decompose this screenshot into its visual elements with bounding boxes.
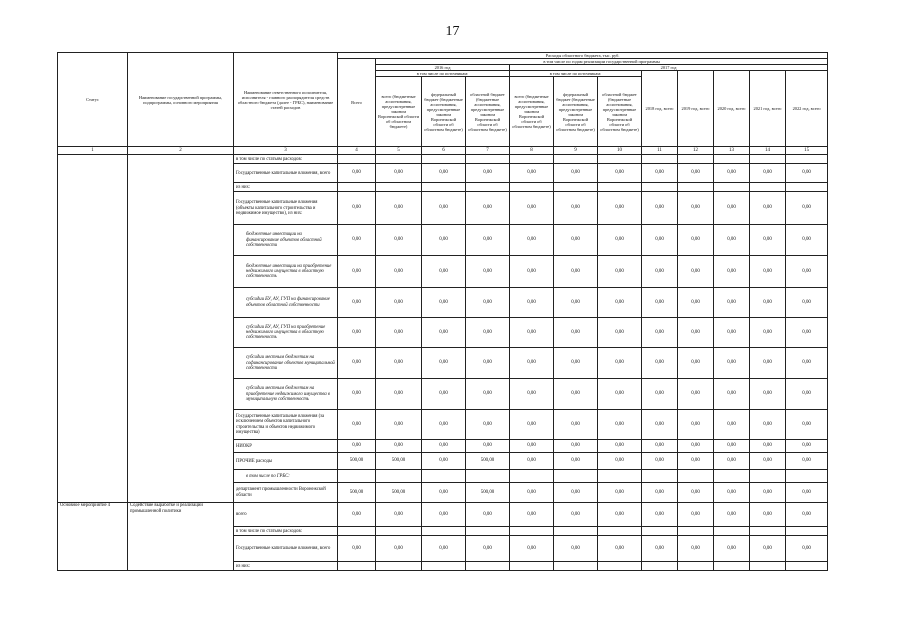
row-label: субсидии местным бюджетам на приобретение недвижимого имущества в муниципальную собственность — [234, 379, 338, 410]
value-cell: 0,00 — [750, 483, 786, 503]
value-cell — [642, 155, 678, 164]
value-cell: 0,00 — [466, 348, 510, 379]
value-cell: 0,00 — [678, 379, 714, 410]
value-cell: 0,00 — [750, 348, 786, 379]
value-cell: 0,00 — [786, 453, 828, 470]
value-cell: 0,00 — [376, 503, 422, 527]
name-cell-empty — [128, 155, 234, 503]
value-cell: 0,00 — [750, 453, 786, 470]
value-cell: 0,00 — [786, 440, 828, 453]
value-cell: 0,00 — [422, 318, 466, 348]
value-cell: 0,00 — [422, 536, 466, 562]
value-cell: 0,00 — [422, 225, 466, 256]
value-cell — [750, 183, 786, 192]
value-cell — [598, 470, 642, 483]
value-cell: 0,00 — [598, 164, 642, 183]
row-label: в том числе по статьям расходов: — [234, 155, 338, 164]
sub-header-15: 2022 год, всего — [786, 71, 828, 147]
col-name-header: Наименование государственной программы, подпрограммы, основного мероприятия — [128, 53, 234, 147]
value-cell: 0,00 — [750, 288, 786, 318]
sub-header-6: федеральный бюджет (бюджетные ассигнования, предусмотренные законом Воронежской области об областном бюджете) — [422, 77, 466, 147]
by-years-subtitle: в том числе по годам реализации государственной программы — [376, 59, 828, 65]
value-cell — [786, 470, 828, 483]
value-cell — [554, 527, 598, 536]
value-cell: 0,00 — [714, 379, 750, 410]
value-cell: 0,00 — [642, 318, 678, 348]
value-cell: 0,00 — [678, 256, 714, 288]
year-2016-header: 2016 год — [376, 65, 510, 71]
value-cell: 0,00 — [554, 225, 598, 256]
value-cell: 0,00 — [510, 410, 554, 440]
value-cell: 0,00 — [642, 164, 678, 183]
status-cell-empty — [58, 155, 128, 503]
value-cell: 0,00 — [678, 453, 714, 470]
value-cell: 0,00 — [642, 440, 678, 453]
value-cell: 0,00 — [338, 440, 376, 453]
value-cell: 0,00 — [714, 192, 750, 225]
value-cell: 0,00 — [714, 536, 750, 562]
value-cell: 0,00 — [678, 410, 714, 440]
value-cell: 0,00 — [466, 440, 510, 453]
value-cell: 0,00 — [510, 164, 554, 183]
value-cell: 0,00 — [642, 225, 678, 256]
value-cell — [714, 155, 750, 164]
row-label: в том числе по ГРБС: — [234, 470, 338, 483]
row-label: всего — [234, 503, 338, 527]
sub-header-14: 2021 год, всего — [750, 71, 786, 147]
row-label: Государственные капитальные вложения, всего — [234, 536, 338, 562]
column-number: 2 — [128, 147, 234, 155]
value-cell — [376, 562, 422, 571]
value-cell — [598, 527, 642, 536]
value-cell: 0,00 — [338, 410, 376, 440]
value-cell: 0,00 — [750, 256, 786, 288]
column-number: 4 — [338, 147, 376, 155]
value-cell: 0,00 — [714, 503, 750, 527]
value-cell: 0,00 — [642, 288, 678, 318]
row-label: Государственные капитальные вложения, всего — [234, 164, 338, 183]
value-cell — [376, 155, 422, 164]
column-number: 8 — [510, 147, 554, 155]
value-cell: 0,00 — [376, 348, 422, 379]
sub-header-7: областной бюджет (бюджетные ассигнования, предусмотренные законом Воронежской области об областном бюджете) — [466, 77, 510, 147]
row-label: Государственные капитальные вложения (за исключением объектов капитального строительства и объектов недвижимого имущества) — [234, 410, 338, 440]
column-number: 14 — [750, 147, 786, 155]
year-2017-header: 2017 год — [510, 65, 828, 71]
value-cell — [510, 562, 554, 571]
value-cell: 500,00 — [376, 453, 422, 470]
value-cell: 0,00 — [598, 453, 642, 470]
value-cell: 0,00 — [510, 318, 554, 348]
incl-2016-header: в том числе по источникам: — [376, 71, 510, 77]
value-cell: 0,00 — [598, 483, 642, 503]
value-cell — [554, 155, 598, 164]
value-cell: 0,00 — [678, 503, 714, 527]
value-cell: 0,00 — [338, 318, 376, 348]
row-label: из них: — [234, 562, 338, 571]
value-cell: 0,00 — [422, 348, 466, 379]
value-cell: 0,00 — [510, 288, 554, 318]
value-cell: 0,00 — [598, 410, 642, 440]
value-cell — [466, 183, 510, 192]
value-cell: 500,00 — [376, 483, 422, 503]
budget-table-container — [57, 52, 821, 571]
value-cell: 0,00 — [510, 348, 554, 379]
value-cell: 0,00 — [338, 164, 376, 183]
sub-header-11: 2018 год, всего — [642, 71, 678, 147]
value-cell: 0,00 — [598, 348, 642, 379]
value-cell: 0,00 — [642, 379, 678, 410]
value-cell: 0,00 — [678, 318, 714, 348]
value-cell: 0,00 — [714, 410, 750, 440]
value-cell — [510, 155, 554, 164]
program-name-cell: Содействие выработке и реализации промышленной политики — [128, 503, 234, 571]
value-cell — [598, 562, 642, 571]
value-cell: 0,00 — [554, 256, 598, 288]
value-cell — [786, 183, 828, 192]
value-cell — [554, 562, 598, 571]
value-cell: 0,00 — [598, 440, 642, 453]
value-cell: 0,00 — [786, 256, 828, 288]
value-cell — [678, 155, 714, 164]
value-cell — [750, 527, 786, 536]
value-cell: 0,00 — [678, 440, 714, 453]
value-cell: 0,00 — [598, 192, 642, 225]
row-label: Государственные капитальные вложения (объекты капитального строительства и недвижимое имущество), из них: — [234, 192, 338, 225]
value-cell: 0,00 — [466, 536, 510, 562]
value-cell: 0,00 — [338, 256, 376, 288]
value-cell: 0,00 — [422, 288, 466, 318]
value-cell: 0,00 — [466, 318, 510, 348]
value-cell: 0,00 — [750, 536, 786, 562]
value-cell: 0,00 — [338, 348, 376, 379]
value-cell: 0,00 — [338, 379, 376, 410]
value-cell: 0,00 — [598, 536, 642, 562]
value-cell — [642, 527, 678, 536]
value-cell — [338, 470, 376, 483]
value-cell: 0,00 — [422, 483, 466, 503]
sub-header-9: федеральный бюджет (бюджетные ассигнования, предусмотренные законом Воронежской области об областном бюджете) — [554, 77, 598, 147]
value-cell — [714, 470, 750, 483]
value-cell: 0,00 — [750, 192, 786, 225]
column-number: 13 — [714, 147, 750, 155]
value-cell: 0,00 — [714, 256, 750, 288]
column-number: 6 — [422, 147, 466, 155]
value-cell: 0,00 — [376, 192, 422, 225]
value-cell: 0,00 — [598, 288, 642, 318]
value-cell — [510, 183, 554, 192]
value-cell — [466, 527, 510, 536]
value-cell — [750, 562, 786, 571]
value-cell: 0,00 — [422, 503, 466, 527]
value-cell — [376, 527, 422, 536]
value-cell: 0,00 — [376, 318, 422, 348]
value-cell — [642, 183, 678, 192]
value-cell: 0,00 — [376, 225, 422, 256]
value-cell: 0,00 — [554, 440, 598, 453]
sub-header-12: 2019 год, всего — [678, 71, 714, 147]
value-cell: 0,00 — [376, 164, 422, 183]
sub-header-8: всего (бюджетные ассигнования, предусмотренные законом Воронежской области об областном бюджете) — [510, 77, 554, 147]
value-cell: 0,00 — [376, 288, 422, 318]
value-cell: 500,00 — [338, 453, 376, 470]
value-cell: 0,00 — [750, 410, 786, 440]
value-cell: 0,00 — [338, 536, 376, 562]
value-cell: 0,00 — [750, 225, 786, 256]
row-label: бюджетные инвестиции на приобретение недвижимого имущества в областную собственность — [234, 256, 338, 288]
value-cell: 0,00 — [376, 256, 422, 288]
value-cell: 0,00 — [376, 410, 422, 440]
row-label: субсидии БУ, АУ, ГУП на финансирование объектов областной собственности — [234, 288, 338, 318]
sub-header-5: всего (бюджетные ассигнования, предусмотренные законом Воронежской области об областном бюджете) — [376, 77, 422, 147]
table-row — [58, 155, 828, 164]
value-cell: 0,00 — [642, 453, 678, 470]
value-cell — [338, 527, 376, 536]
value-cell: 0,00 — [338, 225, 376, 256]
value-cell: 0,00 — [642, 483, 678, 503]
value-cell: 0,00 — [554, 483, 598, 503]
value-cell: 0,00 — [750, 318, 786, 348]
value-cell: 0,00 — [642, 256, 678, 288]
value-cell: 0,00 — [554, 348, 598, 379]
value-cell: 0,00 — [510, 192, 554, 225]
column-number: 11 — [642, 147, 678, 155]
value-cell — [678, 183, 714, 192]
value-cell: 500,00 — [466, 453, 510, 470]
value-cell: 0,00 — [786, 410, 828, 440]
value-cell: 0,00 — [642, 192, 678, 225]
value-cell: 0,00 — [554, 503, 598, 527]
col-status-header: Статус — [58, 53, 128, 147]
value-cell: 0,00 — [678, 348, 714, 379]
value-cell: 0,00 — [422, 440, 466, 453]
value-cell: 0,00 — [750, 503, 786, 527]
column-number: 10 — [598, 147, 642, 155]
value-cell — [422, 562, 466, 571]
value-cell — [642, 562, 678, 571]
value-cell: 0,00 — [466, 164, 510, 183]
value-cell: 0,00 — [510, 256, 554, 288]
value-cell: 0,00 — [750, 379, 786, 410]
value-cell: 0,00 — [422, 192, 466, 225]
value-cell: 0,00 — [510, 503, 554, 527]
column-number: 5 — [376, 147, 422, 155]
value-cell: 0,00 — [714, 483, 750, 503]
value-cell: 0,00 — [422, 164, 466, 183]
value-cell — [376, 183, 422, 192]
value-cell: 0,00 — [678, 225, 714, 256]
value-cell: 0,00 — [554, 164, 598, 183]
row-label: ПРОЧИЕ расходы — [234, 453, 338, 470]
value-cell: 0,00 — [678, 483, 714, 503]
value-cell: 0,00 — [376, 536, 422, 562]
value-cell — [678, 470, 714, 483]
value-cell: 0,00 — [786, 483, 828, 503]
row-label: из них: — [234, 183, 338, 192]
row-label: в том числе по статьям расходов: — [234, 527, 338, 536]
value-cell — [466, 155, 510, 164]
value-cell — [750, 155, 786, 164]
value-cell — [510, 527, 554, 536]
value-cell: 0,00 — [338, 503, 376, 527]
value-cell: 0,00 — [510, 453, 554, 470]
column-number: 3 — [234, 147, 338, 155]
value-cell: 0,00 — [554, 536, 598, 562]
value-cell: 0,00 — [510, 536, 554, 562]
value-cell: 0,00 — [422, 256, 466, 288]
value-cell: 0,00 — [554, 410, 598, 440]
value-cell — [714, 527, 750, 536]
value-cell: 0,00 — [642, 536, 678, 562]
value-cell — [786, 562, 828, 571]
value-cell — [466, 470, 510, 483]
col-total-header: Всего — [338, 59, 376, 147]
value-cell: 0,00 — [714, 164, 750, 183]
value-cell: 0,00 — [786, 503, 828, 527]
value-cell: 0,00 — [466, 410, 510, 440]
value-cell: 0,00 — [510, 225, 554, 256]
value-cell — [422, 470, 466, 483]
table-row — [58, 503, 828, 527]
value-cell: 0,00 — [554, 288, 598, 318]
value-cell: 0,00 — [598, 318, 642, 348]
value-cell: 0,00 — [678, 288, 714, 318]
value-cell: 0,00 — [422, 453, 466, 470]
value-cell: 0,00 — [510, 379, 554, 410]
sub-header-10: областной бюджет (бюджетные ассигнования, предусмотренные законом Воронежской области об областном бюджете) — [598, 77, 642, 147]
value-cell — [678, 527, 714, 536]
value-cell: 0,00 — [466, 225, 510, 256]
value-cell: 0,00 — [678, 536, 714, 562]
value-cell: 0,00 — [376, 440, 422, 453]
value-cell: 0,00 — [714, 318, 750, 348]
sub-header-13: 2020 год, всего — [714, 71, 750, 147]
column-number: 15 — [786, 147, 828, 155]
value-cell — [714, 562, 750, 571]
value-cell: 0,00 — [598, 379, 642, 410]
value-cell: 0,00 — [678, 164, 714, 183]
column-number: 7 — [466, 147, 510, 155]
row-label: НИОКР — [234, 440, 338, 453]
value-cell: 0,00 — [714, 348, 750, 379]
value-cell: 0,00 — [786, 536, 828, 562]
value-cell: 0,00 — [510, 483, 554, 503]
value-cell: 0,00 — [786, 379, 828, 410]
value-cell: 0,00 — [466, 256, 510, 288]
column-number: 9 — [554, 147, 598, 155]
value-cell: 0,00 — [554, 318, 598, 348]
value-cell: 0,00 — [466, 288, 510, 318]
value-cell: 0,00 — [642, 410, 678, 440]
value-cell: 0,00 — [786, 348, 828, 379]
value-cell: 0,00 — [422, 379, 466, 410]
value-cell — [642, 470, 678, 483]
incl-2017-header: в том числе по источникам: — [510, 71, 642, 77]
value-cell: 0,00 — [466, 379, 510, 410]
status-cell: Основное мероприятие 4 — [58, 503, 128, 571]
value-cell: 0,00 — [714, 225, 750, 256]
value-cell: 0,00 — [554, 192, 598, 225]
value-cell: 0,00 — [598, 225, 642, 256]
value-cell — [422, 527, 466, 536]
value-cell — [598, 155, 642, 164]
value-cell: 0,00 — [786, 225, 828, 256]
column-number: 12 — [678, 147, 714, 155]
value-cell — [750, 470, 786, 483]
value-cell — [786, 527, 828, 536]
value-cell: 0,00 — [786, 318, 828, 348]
value-cell — [338, 155, 376, 164]
value-cell: 0,00 — [466, 503, 510, 527]
col-executor-header: Наименование ответственного исполнителя, исполнителя - главного распорядителя средств областного бюджета (далее - ГРБС), наименование статей расходов — [234, 53, 338, 147]
row-label: субсидии БУ, АУ, ГУП на приобретение недвижимого имущества в областную собственность — [234, 318, 338, 348]
value-cell: 0,00 — [786, 164, 828, 183]
value-cell: 0,00 — [510, 440, 554, 453]
value-cell — [714, 183, 750, 192]
value-cell — [678, 562, 714, 571]
value-cell: 0,00 — [714, 288, 750, 318]
value-cell: 500,00 — [466, 483, 510, 503]
value-cell — [338, 562, 376, 571]
value-cell — [510, 470, 554, 483]
value-cell: 0,00 — [786, 192, 828, 225]
value-cell — [466, 562, 510, 571]
value-cell: 0,00 — [750, 164, 786, 183]
row-label: субсидии местным бюджетам на софинансирование объектов муниципальной собственности — [234, 348, 338, 379]
value-cell: 0,00 — [642, 503, 678, 527]
value-cell — [598, 183, 642, 192]
value-cell: 0,00 — [598, 256, 642, 288]
page-number: 17 — [445, 24, 460, 39]
value-cell: 0,00 — [786, 288, 828, 318]
value-cell — [422, 155, 466, 164]
value-cell: 0,00 — [750, 440, 786, 453]
expenses-title: Расходы областного бюджета, тыс. руб. — [338, 53, 828, 59]
budget-table — [57, 52, 828, 571]
column-numbers-row — [58, 147, 828, 155]
row-label: бюджетные инвестиции на финансирование объектов областной собственности — [234, 225, 338, 256]
value-cell — [554, 470, 598, 483]
value-cell: 0,00 — [678, 192, 714, 225]
value-cell: 0,00 — [598, 503, 642, 527]
value-cell — [786, 155, 828, 164]
value-cell — [554, 183, 598, 192]
value-cell: 0,00 — [422, 410, 466, 440]
value-cell: 0,00 — [466, 192, 510, 225]
value-cell: 0,00 — [714, 440, 750, 453]
value-cell: 0,00 — [338, 192, 376, 225]
value-cell — [422, 183, 466, 192]
value-cell: 0,00 — [554, 453, 598, 470]
value-cell: 0,00 — [338, 288, 376, 318]
value-cell: 0,00 — [376, 379, 422, 410]
value-cell: 0,00 — [554, 379, 598, 410]
value-cell — [338, 183, 376, 192]
row-label: департамент промышленности Воронежской области — [234, 483, 338, 503]
value-cell: 0,00 — [642, 348, 678, 379]
value-cell: 0,00 — [714, 453, 750, 470]
value-cell — [376, 470, 422, 483]
column-number: 1 — [58, 147, 128, 155]
value-cell: 500,00 — [338, 483, 376, 503]
